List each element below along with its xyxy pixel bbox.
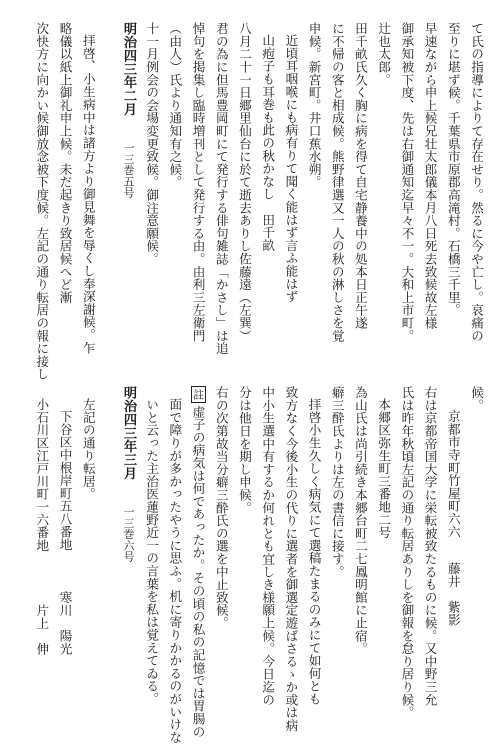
heading-issue-number: 一三巻五号 <box>121 141 135 198</box>
text-column: 右の次第故当分癖三酔氏の選を中止致候。 <box>213 386 229 630</box>
text-column: 氏は昨年秋頃左記の通り転居ありしを御報を怠り居り候。 <box>399 386 415 719</box>
letter-column: 拝啓、小生病中は諸方より御見舞を辱くし奉深謝候。乍 <box>80 34 96 354</box>
text-column: 君の為に但馬豊岡町にて発行する俳句雑誌「かさし」は追 <box>213 22 229 355</box>
text-column: 近頃耳咽喉にも病有りて聞く能はず言ふ能はず <box>283 34 299 303</box>
address-column <box>442 386 465 726</box>
address-text: 下谷区中根岸町五八番地 <box>57 410 73 551</box>
text-column: 申候。新宮町。井口蕉水朔。 <box>306 22 322 189</box>
text-column: 早速ながら申上候兄壮太郎儀本月八日死去致候故左様 <box>422 22 438 330</box>
note-column: 面で障りが多かったやうに思ふ。机に寄りかかるのがいけな <box>167 398 183 744</box>
address-text: 京都市寺町竹屋町六六 <box>445 410 461 538</box>
address-column <box>53 386 76 726</box>
text-column: 御承知被下度、先は右御通知迄早々不一。大和上市町。 <box>399 22 415 342</box>
upper-text-block <box>12 22 488 381</box>
address-column <box>30 386 53 726</box>
note-column <box>186 386 209 739</box>
text-column: て氏の指導によりて存在せり。然るに今や亡し。哀痛の <box>469 22 484 342</box>
person-name: 藤井 紫影 <box>445 562 461 626</box>
text-column: 至りに堪ず候。千葉県市原郡高滝村。石橋三千里。 <box>445 22 461 317</box>
move-notice-intro: 左記の通り転居。 <box>80 398 96 501</box>
text-column: 右は京都帝国大学に栄転被致たるものに候。又中野三允 <box>422 386 438 706</box>
text-column: 悼句を掲集し臨時増刊として発行する由。由利三左衛門 <box>190 22 206 342</box>
text-column: 拝啓小生久しく病気にて選稿たまるのみにて如何とも <box>306 398 322 706</box>
letter-column: 略儀以紙上御礼申上候。未だ起きり致居候へど漸 <box>57 22 73 304</box>
note-label: 註 <box>191 386 206 403</box>
person-name: 寒川 陽光 <box>57 590 73 655</box>
text-column: 田千畝氏久く胸に病を得て自宅静養中の処本日正午遂 <box>352 22 368 330</box>
text-column: 中小生選中有するか何れとも宜しき様願上候。今日迄の <box>260 386 276 706</box>
note-text: 虚子の病気は何であったか。その頃の私の記憶では胃腸の <box>190 405 206 739</box>
heading-issue-number: 一三巻六号 <box>121 505 135 562</box>
text-column: に不帰の客と相成候。熊野律選又一人の秋の淋しさを覚 <box>329 22 345 342</box>
text-column: 致方なく今後小生の代りに選者を御選定遊ばさるゝか或は病 <box>283 386 299 732</box>
section-heading-feb <box>117 22 140 360</box>
text-column: 候。 <box>469 386 484 412</box>
text-column: 為山氏は尚引続き本郷台町二七鳳明館に止宿。 <box>352 386 368 655</box>
text-column: 十一月例会の会場変更致候。御注意願候。 <box>144 22 160 266</box>
text-column: 山疱子も耳巻も此の秋かなし 田千畝 <box>260 34 276 252</box>
letter-column: 次快方に向かい候御放念被下度候。左記の通り転居の報に接し <box>34 22 50 381</box>
text-column: 辻也太郎。 <box>376 22 392 86</box>
lower-text-block <box>12 386 488 744</box>
address-text: 小石川区江戸川町一六番地 <box>34 398 50 552</box>
text-column: 本郷区弥生町三番地二号 <box>376 398 392 539</box>
heading-date: 明治四三年二月 <box>120 22 136 116</box>
section-heading-mar <box>117 386 140 726</box>
text-column: （由人）氏より通知有之候。 <box>167 22 183 189</box>
person-name: 片上 伸 <box>34 603 50 655</box>
text-column: 癖三酔氏よりは左の書信に接す。 <box>329 386 345 578</box>
text-column: 分は他日を期し申候。 <box>236 386 252 514</box>
heading-date: 明治四三年三月 <box>120 386 136 480</box>
text-column: 八月二十一日郷里仙台に於て逝去ありし佐藤遠（左巽） <box>236 22 252 342</box>
note-column: いと云った主治医蓮野近一の言葉を私は覚えてゐる。 <box>144 398 160 706</box>
